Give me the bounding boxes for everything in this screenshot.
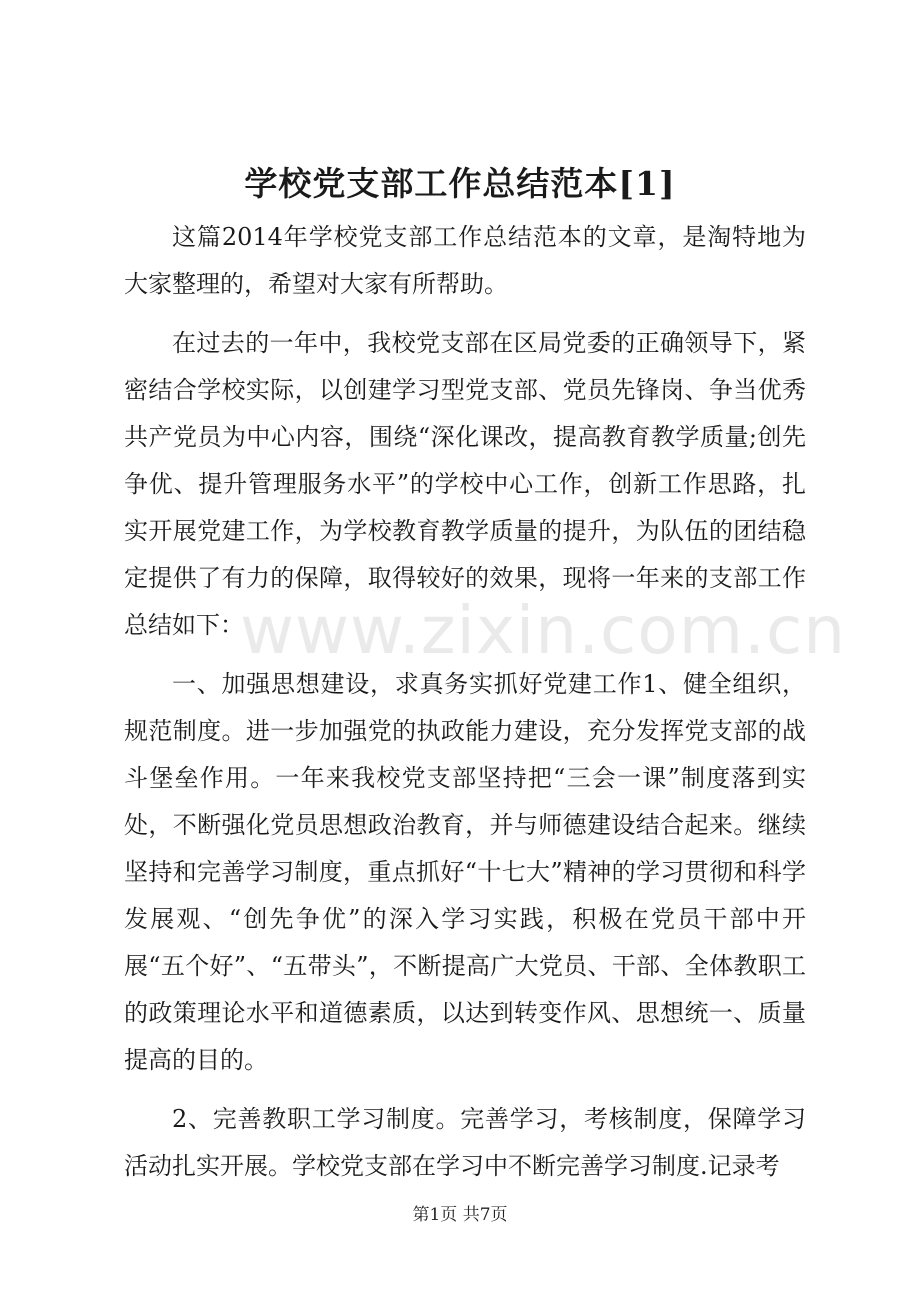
page-footer: 第1页 共7页	[412, 1205, 508, 1225]
paragraph-section-two: 2、完善教职工学习制度。完善学习，考核制度，保障学习活动扎实开展。学校党支部在学习中不断完善学习制度.记录考	[124, 1105, 806, 1180]
document-body	[124, 214, 847, 1202]
site-watermark: www.zixin.com.cn	[240, 592, 847, 669]
paragraph-intro: 这篇2014年学校党支部工作总结范本的文章，是淘特地为大家整理的，希望对大家有所帮助。	[124, 223, 806, 298]
paragraph-overview: 在过去的一年中，我校党支部在区局党委的正确领导下，紧密结合学校实际，以创建学习型党支部、党员先锋岗、争当优秀共产党员为中心内容，围绕“深化课改，提高教育教学质量;创先争优、提升管理服务水平”的学校中心工作，创新工作思路，扎实开展党建工作，为学校教育教学质量的提升，为队伍的团结稳定提供了有力的保障，取得较好的效果，现将一年来的支部工作总结如下：	[124, 329, 806, 639]
document-title: 学校党支部工作总结范本[1]	[244, 164, 676, 203]
paragraph-section-one: 一、加强思想建设，求真务实抓好党建工作1、健全组织，规范制度。进一步加强党的执政能力建设，充分发挥党支部的战斗堡垒作用。一年来我校党支部坚持把“三会一课”制度落到实处，不断强化党员思想政治教育，并与师德建设结合起来。继续坚持和完善学习制度，重点抓好“十七大”精神的学习贯彻和科学发展观、“创先争优”的深入学习实践，积极在党员干部中开展“五个好”、“五带头”，不断提高广大党员、干部、全体教职工的政策理论水平和道德素质，以达到转变作风、思想统一、质量提高的目的。	[124, 670, 806, 1074]
